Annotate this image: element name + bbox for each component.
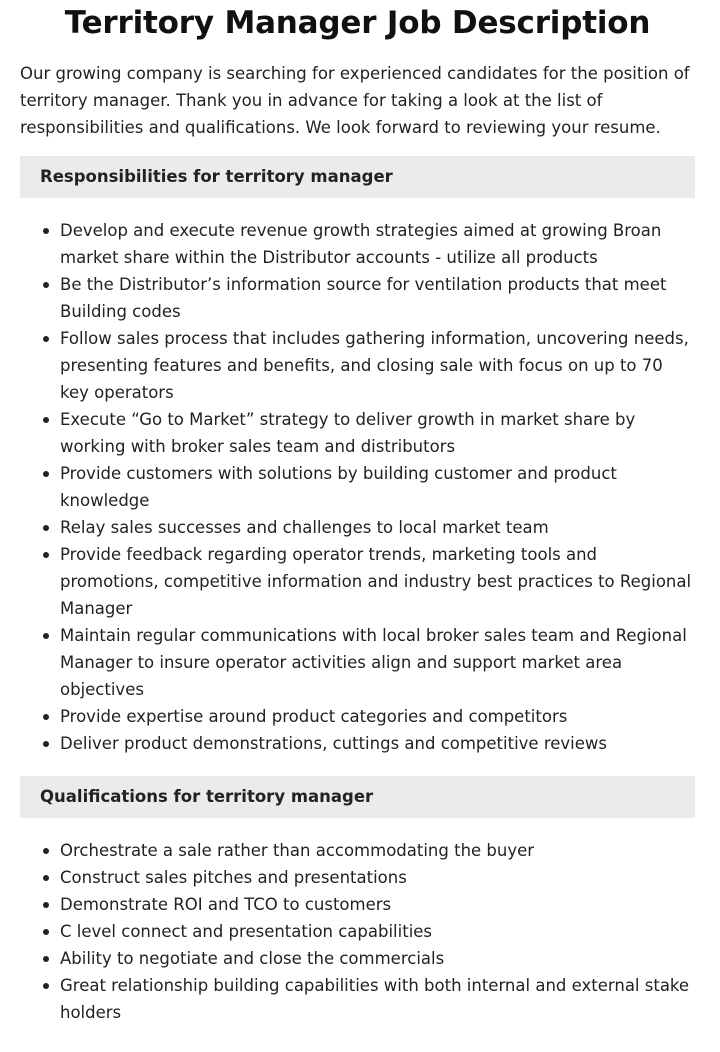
list-item: Orchestrate a sale rather than accommodating the buyer (60, 837, 695, 864)
qualifications-list (20, 837, 695, 1026)
responsibilities-header: Responsibilities for territory manager (20, 156, 695, 198)
list-item: Develop and execute revenue growth strategies aimed at growing Broan market share within the Distributor accounts - utilize all products (60, 217, 695, 271)
list-item: Execute “Go to Market” strategy to deliver growth in market share by working with broker sales team and distributors (60, 406, 695, 460)
list-item: Provide feedback regarding operator trends, marketing tools and promotions, competitive information and industry best practices to Regional Manager (60, 541, 695, 622)
qualifications-header: Qualifications for territory manager (20, 776, 695, 818)
list-item: Maintain regular communications with local broker sales team and Regional Manager to insure operator activities align and support market area objectives (60, 622, 695, 703)
list-item: Provide expertise around product categories and competitors (60, 703, 695, 730)
intro-paragraph: Our growing company is searching for experienced candidates for the position of territory manager. Thank you in advance for taking a look at the list of responsibilities and qualifications. We look forward to reviewing your resume. (20, 64, 690, 137)
list-item: Follow sales process that includes gathering information, uncovering needs, presenting features and benefits, and closing sale with focus on up to 70 key operators (60, 325, 695, 406)
list-item: Construct sales pitches and presentations (60, 864, 695, 891)
responsibilities-list (20, 217, 695, 757)
list-item: Provide customers with solutions by building customer and product knowledge (60, 460, 695, 514)
list-item: Ability to negotiate and close the commercials (60, 945, 695, 972)
list-item: Demonstrate ROI and TCO to customers (60, 891, 695, 918)
list-item: Be the Distributor’s information source for ventilation products that meet Building codes (60, 271, 695, 325)
list-item: Great relationship building capabilities with both internal and external stake holders (60, 972, 695, 1026)
list-item: C level connect and presentation capabilities (60, 918, 695, 945)
list-item: Relay sales successes and challenges to local market team (60, 514, 695, 541)
list-item: Deliver product demonstrations, cuttings and competitive reviews (60, 730, 695, 757)
page-title: Territory Manager Job Description (64, 5, 651, 41)
